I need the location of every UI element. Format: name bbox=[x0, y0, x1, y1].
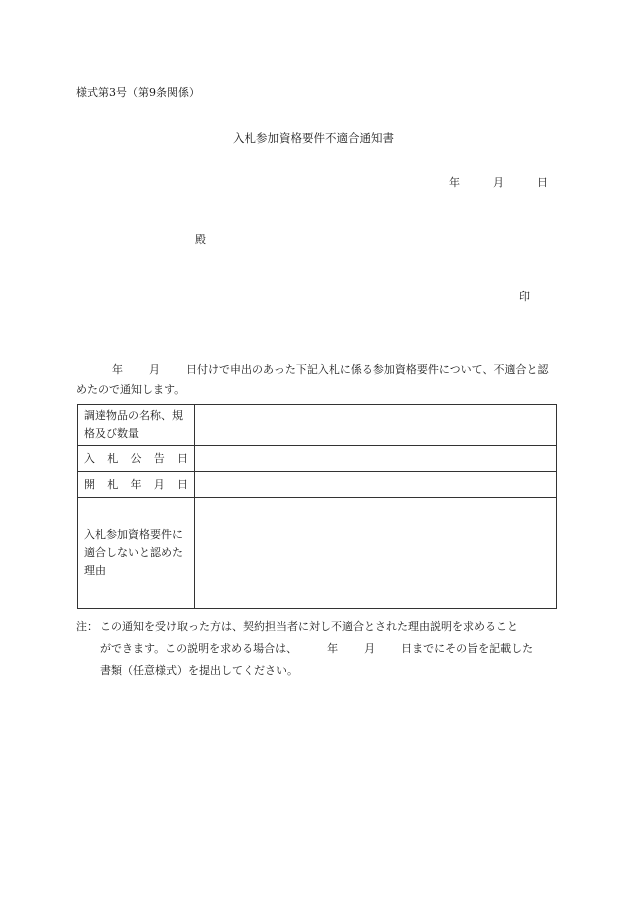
table-row bbox=[78, 498, 557, 609]
seal-mark: 印 bbox=[519, 290, 530, 303]
label-opening-date: 開 札 年 月 日 bbox=[78, 472, 195, 498]
details-table bbox=[77, 404, 557, 609]
body-year: 年 bbox=[112, 363, 123, 376]
date-year: 年 bbox=[449, 176, 460, 189]
note-label: 注： bbox=[76, 620, 98, 633]
value-reason[interactable] bbox=[195, 498, 557, 609]
body-paragraph bbox=[76, 360, 558, 400]
issue-date bbox=[449, 174, 548, 190]
form-number: 様式第3号（第9条関係） bbox=[76, 86, 200, 99]
label-item-name: 調達物品の名称、規格及び数量 bbox=[78, 405, 195, 446]
date-day: 日 bbox=[537, 176, 548, 189]
value-opening-date[interactable] bbox=[195, 472, 557, 498]
document-title: 入札参加資格要件不適合通知書 bbox=[233, 131, 394, 145]
table-row bbox=[78, 446, 557, 472]
addressee-suffix: 殿 bbox=[195, 233, 206, 246]
note-line-1: この通知を受け取った方は、契約担当者に対し不適合とされた理由説明を求めること bbox=[100, 620, 518, 633]
value-announcement-date[interactable] bbox=[195, 446, 557, 472]
body-text: 日付けで申出のあった下記入札に係る参加資格要件について、不適合と認めたので通知します。 bbox=[76, 363, 549, 396]
note bbox=[76, 616, 560, 682]
label-announcement-date: 入 札 公 告 日 bbox=[78, 446, 195, 472]
value-item-name[interactable] bbox=[195, 405, 557, 446]
note-line-2: ができます。この説明を求める場合は、 年 月 日までにその旨を記載した bbox=[100, 642, 534, 655]
body-month: 月 bbox=[149, 363, 160, 376]
note-line-3: 書類（任意様式）を提出してください。 bbox=[100, 664, 298, 677]
date-month: 月 bbox=[493, 176, 504, 189]
table-row bbox=[78, 472, 557, 498]
table-row bbox=[78, 405, 557, 446]
label-reason: 入札参加資格要件に適合しないと認めた理由 bbox=[78, 498, 195, 609]
